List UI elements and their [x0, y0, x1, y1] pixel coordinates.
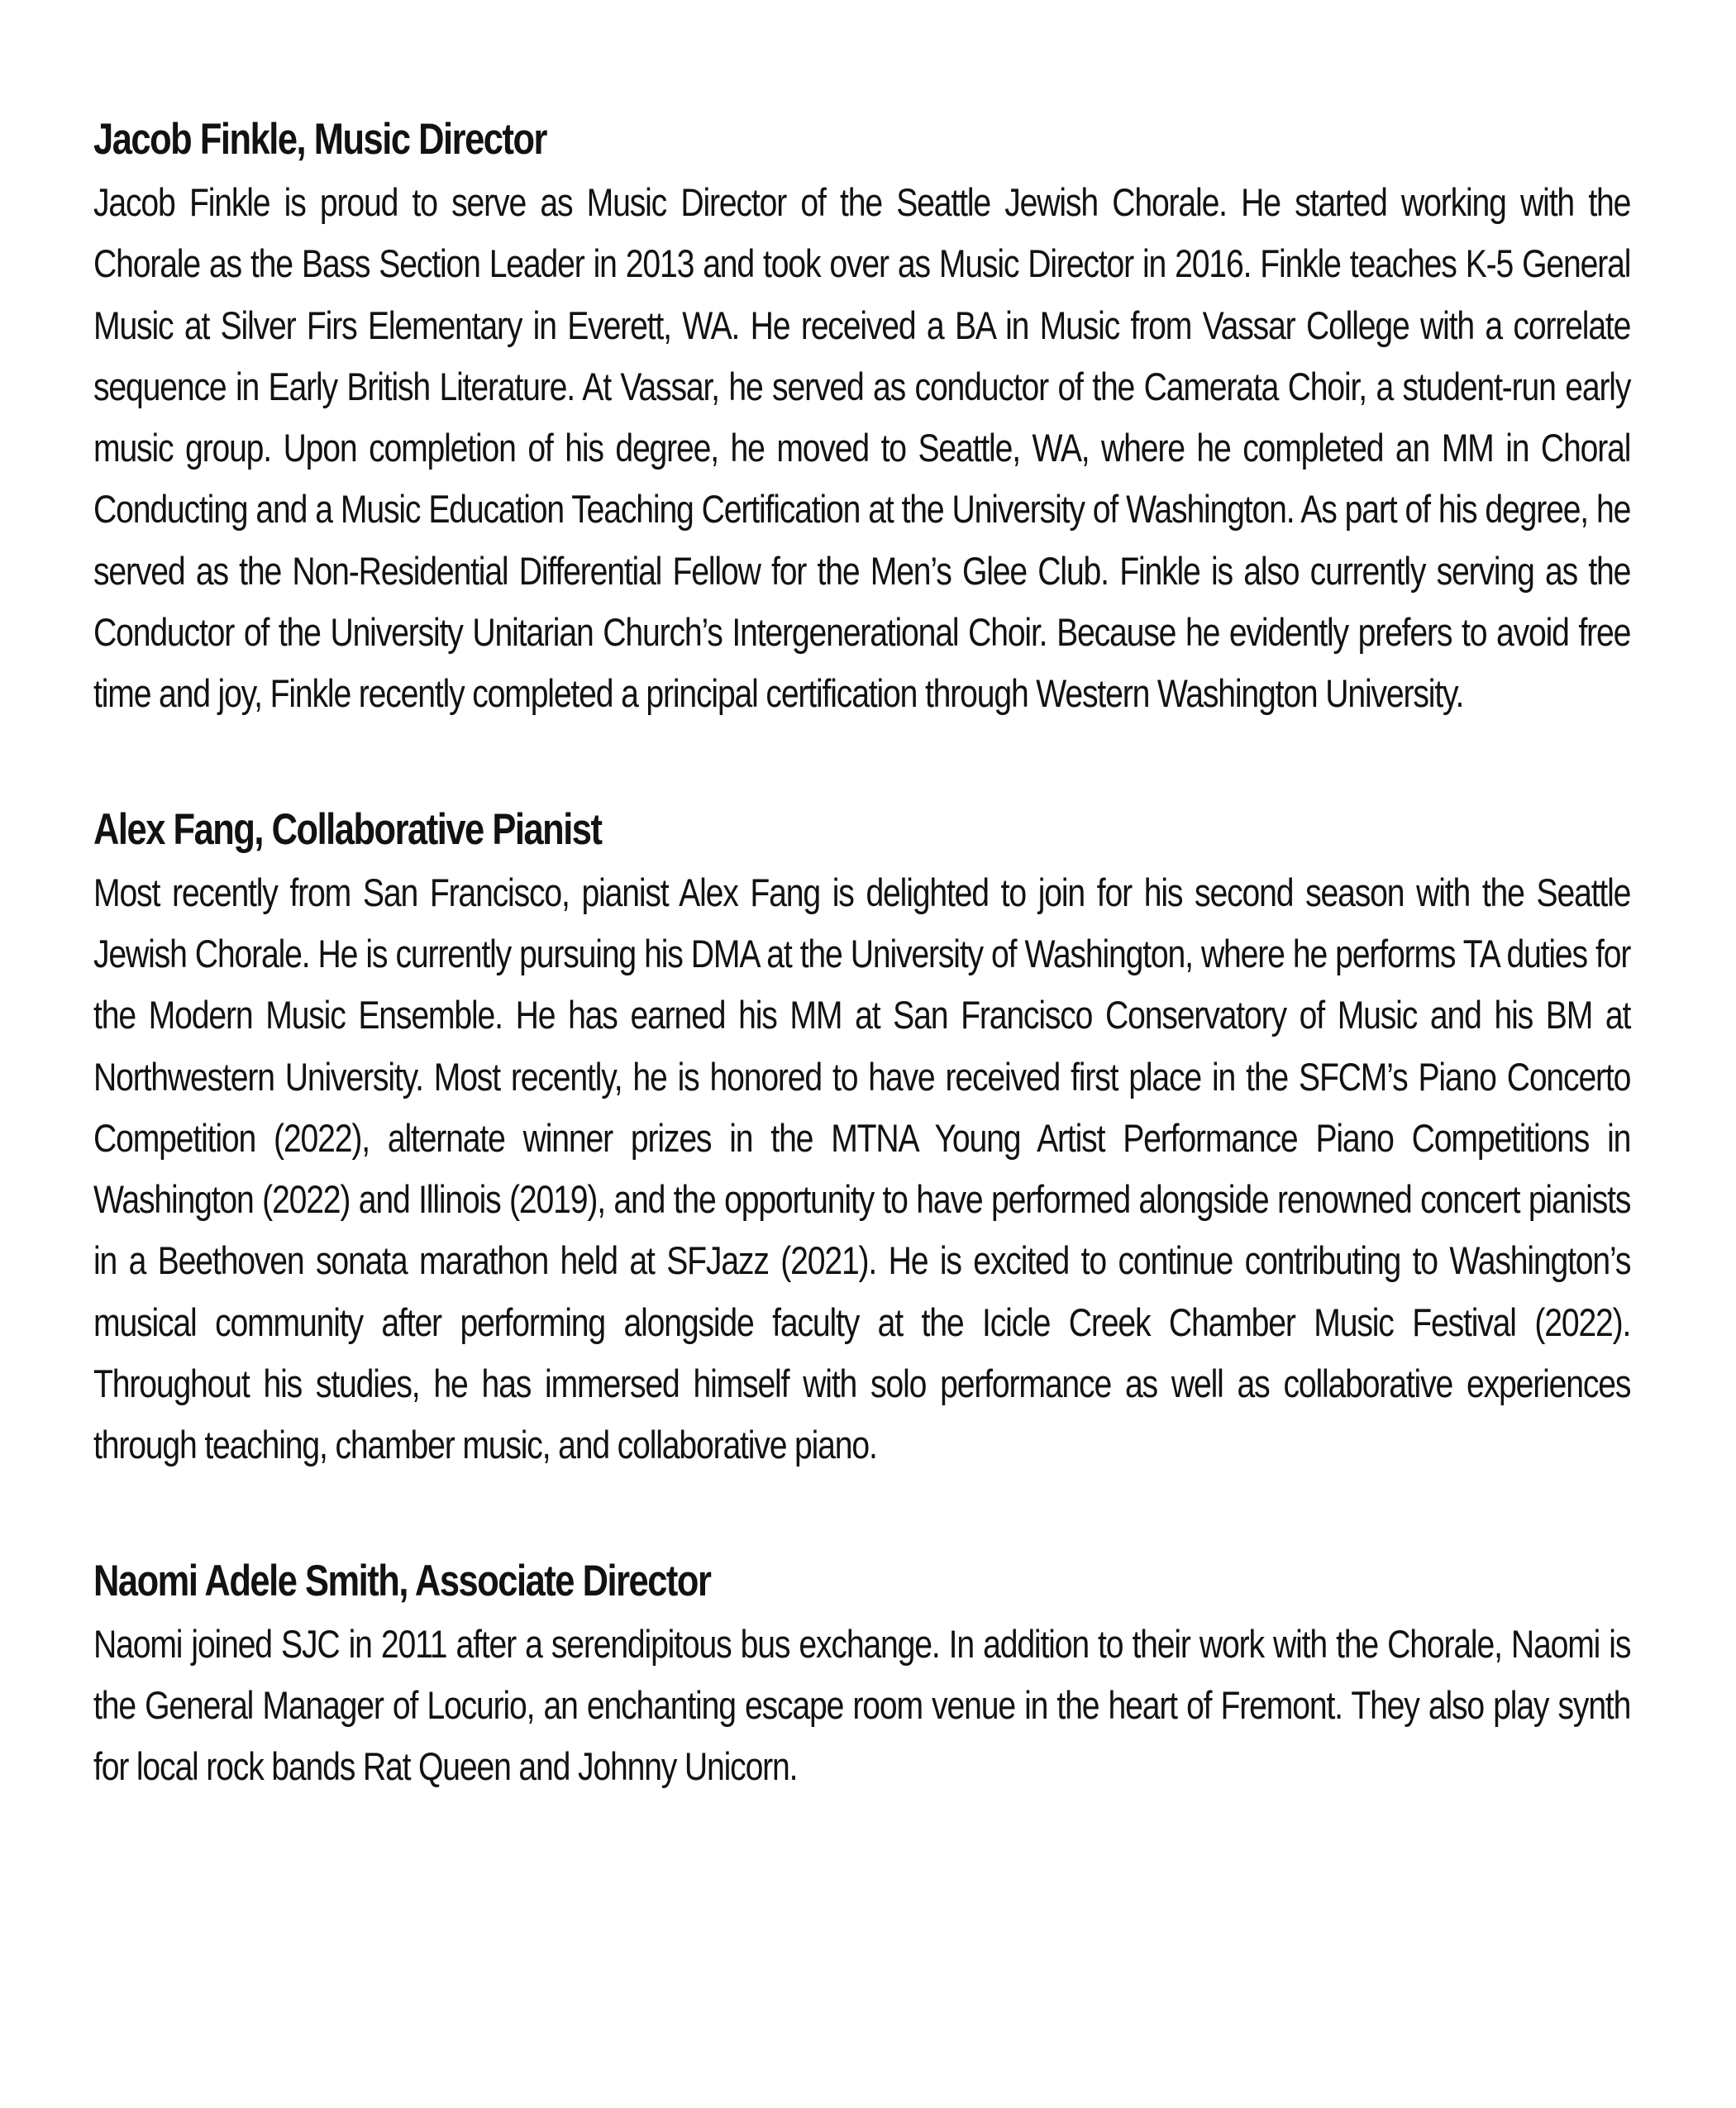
- bio-heading: Naomi Adele Smith, Associate Director: [93, 1556, 711, 1605]
- bio-heading: Jacob Finkle, Music Director: [93, 115, 546, 164]
- bio-heading: Alex Fang, Collaborative Pianist: [93, 804, 602, 854]
- bio-alex-fang: [93, 798, 1631, 1476]
- bio-text: Naomi joined SJC in 2011 after a serendipitous bus exchange. In addition to their work with the Chorale, Naomi is the General Manager of Locurio, an enchanting escape room venue in the heart of Fremont. They also play synth for local rock bands Rat Queen and Johnny Unicorn.: [93, 1621, 1631, 1789]
- bios-page: [93, 107, 1631, 1871]
- bio-jacob-finkle: [93, 107, 1631, 725]
- bio-naomi-adele-smith: [93, 1549, 1631, 1798]
- bio-text: Most recently from San Francisco, pianist Alex Fang is delighted to join for his second season with the Seattle Jewish Chorale. He is currently pursuing his DMA at the University of Washington, where he performs TA duties for the Modern Music Ensemble. He has earned his MM at San Francisco Conservatory of Music and his BM at Northwestern University. Most recently, he is honored to have received first place in the SFCM’s Piano Concerto Competition (2022), alternate winner prizes in the MTNA Young Artist Performance Piano Competitions in Washington (2022) and Illinois (2019), and the opportunity to have performed alongside renowned concert pianists in a Beethoven sonata marathon held at SFJazz (2021). He is excited to continue contributing to Washington’s musical community after performing alongside faculty at the Icicle Creek Chamber Music Festival (2022). Throughout his studies, he has immersed himself with solo performance as well as collaborative experiences through teaching, chamber music, and collaborative piano.: [93, 870, 1631, 1467]
- bio-text: Jacob Finkle is proud to serve as Music Director of the Seattle Jewish Chorale. He started working with the Chorale as the Bass Section Leader in 2013 and took over as Music Director in 2016. Finkle teaches K-5 General Music at Silver Firs Elementary in Everett, WA. He received a BA in Music from Vassar College with a correlate sequence in Early British Literature. At Vassar, he served as conductor of the Camerata Choir, a student-run early music group. Upon completion of his degree, he moved to Seattle, WA, where he completed an MM in Choral Conducting and a Music Education Teaching Certification at the University of Washington. As part of his degree, he served as the Non-Residential Differential Fellow for the Men’s Glee Club. Finkle is also currently serving as the Conductor of the University Unitarian Church’s Intergenerational Choir. Because he evidently prefers to avoid free time and joy, Finkle recently completed a principal certification through Western Washington University.: [93, 180, 1631, 716]
